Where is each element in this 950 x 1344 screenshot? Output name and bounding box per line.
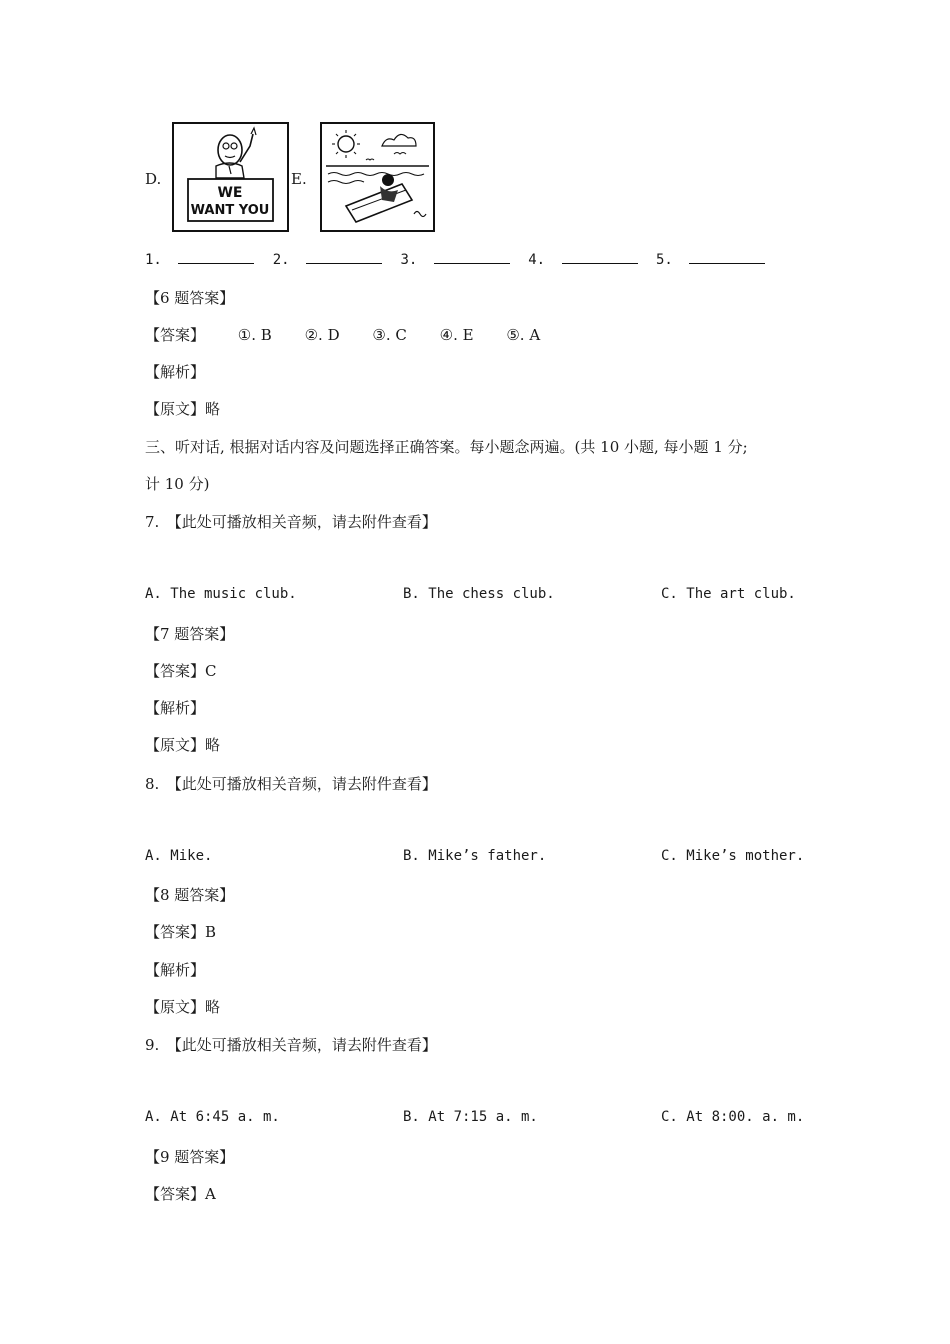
q7-source: 【原文】略	[145, 736, 221, 754]
q9-answer: 【答案】A	[145, 1185, 216, 1203]
q6-answer-5: ⑤. A	[506, 326, 541, 344]
q7-option-c[interactable]: C. The art club.	[661, 586, 796, 602]
q8-answer: 【答案】B	[145, 923, 217, 941]
q9-option-b[interactable]: B. At 7:15 a. m.	[403, 1109, 538, 1125]
beach-rafting-illustration	[322, 124, 433, 230]
answer-blank-3[interactable]	[434, 251, 510, 264]
answer-blank-5[interactable]	[689, 251, 765, 264]
q9-answer-header: 【9 题答案】	[145, 1148, 235, 1166]
blank-label-4: 4.	[528, 252, 546, 268]
q6-answer-2: ②. D	[304, 326, 340, 344]
q8-option-a[interactable]: A. Mike.	[145, 848, 213, 864]
sign-text-line1: WE	[217, 185, 243, 201]
section3-instructions-line1: 三、听对话, 根据对话内容及问题选择正确答案。每小题念两遍。(共 10 小题, 每小题 1 分;	[145, 438, 748, 456]
q7-analysis: 【解析】	[145, 699, 206, 717]
q7-option-b[interactable]: B. The chess club.	[403, 586, 555, 602]
q8-answer-header: 【8 题答案】	[145, 886, 235, 904]
q6-analysis: 【解析】	[145, 363, 206, 381]
q6-answer-row	[145, 324, 540, 345]
answer-blank-1[interactable]	[178, 251, 254, 264]
q6-answer-label: 【答案】	[145, 326, 206, 344]
q6-answer-4: ④. E	[439, 326, 474, 344]
q6-source: 【原文】略	[145, 400, 221, 418]
answer-blank-2[interactable]	[306, 251, 382, 264]
q6-answer-1: ①. B	[237, 326, 272, 344]
poster-image	[172, 122, 289, 232]
blank-label-3: 3.	[400, 252, 418, 268]
q8-option-b[interactable]: B. Mike’s father.	[403, 848, 547, 864]
q6-answer-header: 【6 题答案】	[145, 289, 235, 307]
q9-audio-prompt[interactable]: 9. 【此处可播放相关音频，请去附件查看】	[145, 1036, 437, 1054]
q8-option-c[interactable]: C. Mike’s mother.	[661, 848, 805, 864]
answer-blank-4[interactable]	[562, 251, 638, 264]
q9-option-a[interactable]: A. At 6:45 a. m.	[145, 1109, 280, 1125]
blank-label-5: 5.	[655, 252, 673, 268]
section3-instructions-line2: 计 10 分)	[145, 475, 210, 493]
q7-answer: 【答案】C	[145, 662, 217, 680]
q7-audio-prompt[interactable]: 7. 【此处可播放相关音频，请去附件查看】	[145, 513, 437, 531]
q8-analysis: 【解析】	[145, 961, 206, 979]
blanks-row	[145, 251, 765, 268]
blank-label-1: 1.	[145, 252, 162, 268]
sign-text-line2: WANT YOU	[190, 203, 270, 218]
q8-audio-prompt[interactable]: 8. 【此处可播放相关音频，请去附件查看】	[145, 775, 437, 793]
man-with-sign-illustration	[174, 124, 287, 230]
q7-option-a[interactable]: A. The music club.	[145, 586, 297, 602]
image-label-d: D.	[145, 170, 162, 188]
q7-answer-header: 【7 题答案】	[145, 625, 235, 643]
beach-image	[320, 122, 435, 232]
blank-label-2: 2.	[272, 252, 290, 268]
q8-source: 【原文】略	[145, 998, 221, 1016]
q6-answer-3: ③. C	[372, 326, 407, 344]
image-label-e: E.	[291, 170, 307, 188]
q9-option-c[interactable]: C. At 8:00. a. m.	[661, 1109, 805, 1125]
